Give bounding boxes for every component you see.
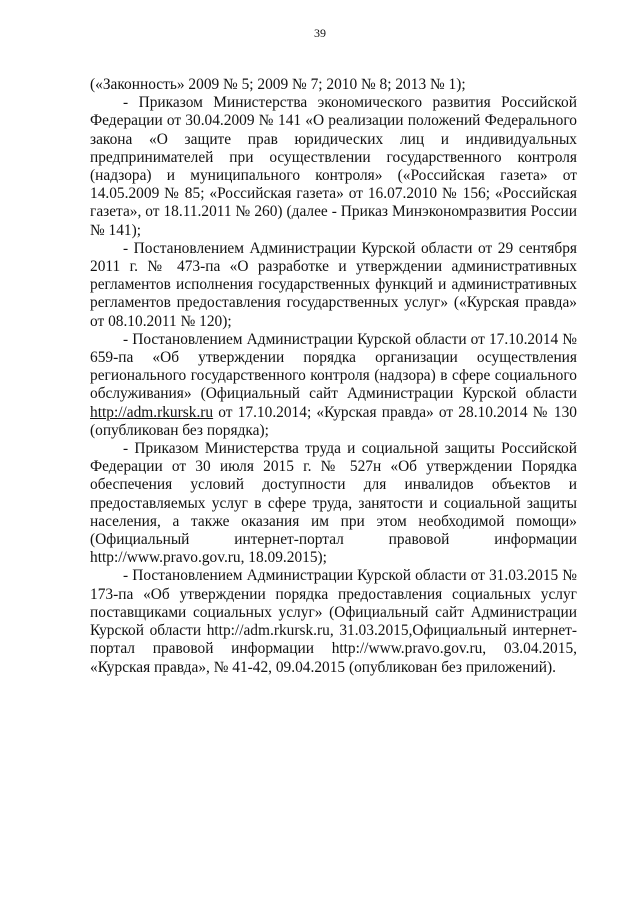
- paragraph-order-mineconomy-141: - Приказом Министерства экономического развития Российской Федерации от 30.04.2009 № 141 «О реализации положений Федерального закона «О защите прав юридических лиц и индивидуальных предпринимателей при осуществлении государственного контроля (надзора) и муниципального контроля» («Российская газета» от 14.05.2009 № 85; «Российская газета» от 16.07.2010 № 156; «Российская газета», от 18.11.2011 № 260) (далее - Приказ Минэкономразвития России № 141);: [90, 94, 577, 239]
- page-number: 39: [314, 26, 326, 40]
- document-body: [90, 76, 577, 677]
- paragraph-resolution-473-pa: - Постановлением Администрации Курской области от 29 сентября 2011 г. № 473-па «О разработке и утверждении административных регламентов исполнения государственных функций и административных регламентов предоставления государственных услуг» («Курская правда» от 08.10.2011 № 120);: [90, 239, 577, 330]
- paragraph-text-before-link: - Постановлением Администрации Курской области от 17.10.2014 № 659-па «Об утверждении порядка организации осуществления регионального государственного контроля (надзора) в сфере социального обслуживания» (Официальный сайт Администрации Курской области: [90, 330, 577, 403]
- adm-rkursk-link[interactable]: http://adm.rkursk.ru: [90, 403, 214, 421]
- paragraph-text-after-link: от 17.10.2014; «Курская правда» от 28.10.2014 № 130 (опубликован без порядка);: [90, 403, 577, 439]
- paragraph-resolution-173-pa: - Постановлением Администрации Курской области от 31.03.2015 № 173-па «Об утверждении порядка предоставления социальных услуг поставщиками социальных услуг» (Официальный сайт Администрации Курской области http://adm.rkursk.ru, 31.03.2015,Официальный интернет-портал правовой информации http://www.pravo.gov.ru, 03.04.2015, «Курская правда», № 41-42, 09.04.2015 (опубликован без приложений).: [90, 567, 577, 676]
- paragraph-resolution-659-pa: [90, 331, 577, 440]
- paragraph-continuation: («Законность» 2009 № 5; 2009 № 7; 2010 № 8; 2013 № 1);: [90, 76, 466, 93]
- paragraph-order-mintrud-527n: - Приказом Министерства труда и социальной защиты Российской Федерации от 30 июля 2015 г. № 527н «Об утверждении Порядка обеспечения условий доступности для инвалидов объектов и предоставляемых услуг в сфере труда, занятости и социальной защиты населения, а также оказания им при этом необходимой помощи» (Официальный интернет-портал правовой информации http://www.pravo.gov.ru, 18.09.2015);: [90, 440, 577, 567]
